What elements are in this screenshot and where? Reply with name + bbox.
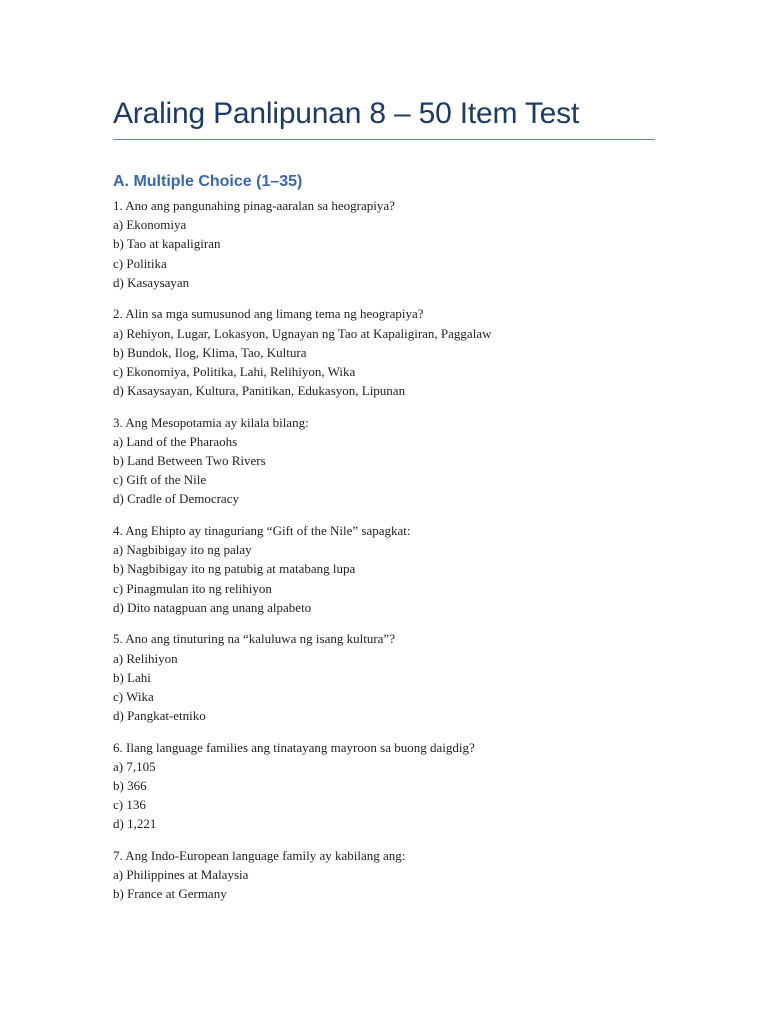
question-item bbox=[113, 196, 656, 292]
question-stem: 5. Ano ang tinuturing na “kaluluwa ng isang kultura”? bbox=[113, 631, 395, 647]
answer-choice: a) Ekonomiya bbox=[113, 217, 187, 233]
answer-choice: a) Nagbibigay ito ng palay bbox=[113, 542, 252, 558]
answer-choice: d) Dito natagpuan ang unang alpabeto bbox=[113, 599, 312, 615]
title-underline bbox=[113, 139, 655, 140]
question-stem: 3. Ang Mesopotamia ay kilala bilang: bbox=[113, 414, 309, 430]
answer-choice: a) Land of the Pharaohs bbox=[113, 433, 238, 449]
answer-choice: b) Lahi bbox=[113, 669, 151, 685]
answer-choice: c) Wika bbox=[113, 688, 154, 704]
answer-choice: c) Gift of the Nile bbox=[113, 472, 207, 488]
question-list bbox=[113, 196, 656, 916]
question-stem: 7. Ang Indo-European language family ay kabilang ang: bbox=[113, 847, 406, 863]
answer-choice: b) France at Germany bbox=[113, 886, 227, 902]
answer-choice: c) Ekonomiya, Politika, Lahi, Relihiyon, Wika bbox=[113, 363, 356, 379]
question-item bbox=[113, 629, 656, 725]
answer-choice: b) Bundok, Ilog, Klima, Tao, Kultura bbox=[113, 344, 307, 360]
question-stem: 1. Ano ang pangunahing pinag-aaralan sa heograpiya? bbox=[113, 198, 395, 213]
section-heading: A. Multiple Choice (1–35) bbox=[113, 173, 303, 190]
question-stem: 2. Alin sa mga sumusunod ang limang tema ng heograpiya? bbox=[113, 306, 424, 322]
answer-choice: c) Pinagmulan ito ng relihiyon bbox=[113, 580, 272, 596]
answer-choice: c) 136 bbox=[113, 797, 146, 813]
answer-choice: d) 1,221 bbox=[113, 816, 157, 832]
page-title: Araling Panlipunan 8 – 50 Item Test bbox=[113, 97, 580, 130]
answer-choice: a) Rehiyon, Lugar, Lokasyon, Ugnayan ng Tao at Kapaligiran, Paggalaw bbox=[113, 325, 492, 341]
answer-choice: a) 7,105 bbox=[113, 758, 156, 774]
question-item bbox=[113, 738, 656, 834]
answer-choice: a) Philippines at Malaysia bbox=[113, 867, 249, 883]
question-item bbox=[113, 846, 656, 904]
answer-choice: d) Kasaysayan bbox=[113, 274, 190, 290]
question-stem: 6. Ilang language families ang tinatayang mayroon sa buong daigdig? bbox=[113, 739, 475, 755]
answer-choice: a) Relihiyon bbox=[113, 650, 178, 666]
question-item bbox=[113, 521, 656, 617]
answer-choice: d) Kasaysayan, Kultura, Panitikan, Edukasyon, Lipunan bbox=[113, 383, 406, 399]
answer-choice: b) Nagbibigay ito ng patubig at matabang lupa bbox=[113, 561, 356, 577]
answer-choice: b) 366 bbox=[113, 778, 147, 794]
answer-choice: b) Tao at kapaligiran bbox=[113, 236, 221, 252]
answer-choice: d) Pangkat-etniko bbox=[113, 708, 206, 724]
question-item bbox=[113, 413, 656, 509]
question-item bbox=[113, 304, 656, 400]
answer-choice: d) Cradle of Democracy bbox=[113, 491, 239, 507]
answer-choice: b) Land Between Two Rivers bbox=[113, 453, 266, 469]
answer-choice: c) Politika bbox=[113, 255, 167, 271]
question-stem: 4. Ang Ehipto ay tinaguriang “Gift of the Nile” sapagkat: bbox=[113, 522, 411, 538]
